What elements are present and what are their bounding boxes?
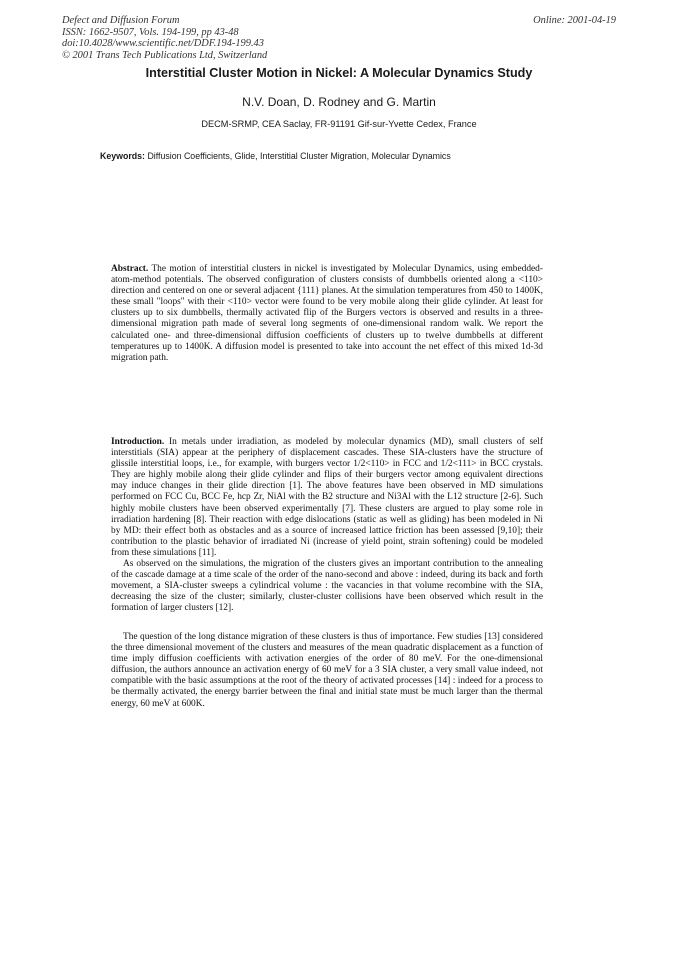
abstract-label: Abstract. xyxy=(111,264,149,274)
keywords-text: Diffusion Coefficients, Glide, Interstitial Cluster Migration, Molecular Dynamics xyxy=(147,151,451,161)
introduction-section xyxy=(111,437,543,615)
keywords-line xyxy=(100,151,451,161)
paper-title: Interstitial Cluster Motion in Nickel: A Molecular Dynamics Study xyxy=(145,66,533,80)
abstract-text: The motion of interstitial clusters in nickel is investigated by Molecular Dynamics, using embedded-atom-method potentials. The observed configuration of clusters consists of dumbbells oriented along a <110> direction and centered on one or several adjacent {111} planes. At the simulation temperatures from 450 to 1400K, these small "loops" with their <110> vector were found to be very mobile along their glide cylinder. At least for clusters up to six dumbbells, thermally activated flip of the Burgers vectors is observed and results in a three-dimensional migration path made of several long segments of one-dimensional random walk. We report the calculated one- and three-dimensional diffusion coefficients of clusters up to twelve dumbbells at different temperatures up to 1400K. A diffusion model is presented to take into account the net effect of this mixed 1d-3d migration path. xyxy=(111,264,543,363)
paper-authors: N.V. Doan, D. Rodney and G. Martin xyxy=(242,95,436,109)
introduction-section-continued xyxy=(111,632,543,710)
journal-name: Defect and Diffusion Forum xyxy=(62,15,180,26)
introduction-paragraph-3: The question of the long distance migration of these clusters is thus of importance. Few studies [13] considered the three dimensional movement of the clusters and measures of the mean quadratic displacement as a function of time imply diffusion coefficients with activation energies of the order of 80 meV. For the one-dimensional diffusion, the authors announce an activation energy of 60 meV for a 3 SIA cluster, a very small value indeed, not compatible with the basic assumptions at the root of the theory of activated processes [14] : indeed for a process to be thermally activated, the energy barrier between the final and initial state must be much larger than the thermal energy, 60 meV at 600K. xyxy=(111,632,543,709)
issn-line: ISSN: 1662-9507, Vols. 194-199, pp 43-48 xyxy=(62,26,239,38)
keywords-label: Keywords: xyxy=(100,151,145,161)
abstract-section xyxy=(111,264,543,364)
introduction-label: Introduction. xyxy=(111,437,165,447)
copyright-line: © 2001 Trans Tech Publications Ltd, Switzerland xyxy=(62,49,268,61)
introduction-paragraph-2: As observed on the simulations, the migration of the clusters gives an important contribution to the annealing of the cascade damage at a time scale of the order of the nano-second and above : indeed, during its back and forth movement, a SIA-cluster sweeps a cylindrical volume : the vacancies in that volume recombine with the SIA, decreasing the size of the cluster; similarly, cluster-cluster collisions have been observed which result in the formation of larger clusters [12]. xyxy=(111,559,543,614)
doi-line: doi:10.4028/www.scientific.net/DDF.194-199.43 xyxy=(62,38,264,50)
introduction-text: In metals under irradiation, as modeled by molecular dynamics (MD), small clusters of self interstitials (SIA) appear at the periphery of displacement cascades. These SIA-clusters have the structure of glissile interstitial loops, i.e., for example, with burgers vector 1/2<110> in FCC and 1/2<111> in BCC crystals. They are highly mobile along their glide cylinder and flips of their burgers vector among equivalent directions may induce changes in their glide direction [1]. The above features have been observed in MD simulations performed on FCC Cu, BCC Fe, hcp Zr, NiAl with the B2 structure and Ni3Al with the L12 structure [2-6]. Such highly mobile clusters have been observed experimentally [7]. These clusters are argued to play some role in irradiation hardening [8]. Their reaction with edge dislocations (static as well as gliding) has been modeled in Ni by MD: their effect both as obstacles and as a source of increased lattice friction has been assessed [9,10]; their contribution to the plastic behavior of irradiated Ni (increase of yield point, strain softening) could be modeled from these simulations [11]. xyxy=(111,437,543,558)
online-date: Online: 2001-04-19 xyxy=(533,15,616,26)
journal-header xyxy=(62,15,267,61)
author-affiliation: DECM-SRMP, CEA Saclay, FR-91191 Gif-sur-Yvette Cedex, France xyxy=(201,119,477,129)
